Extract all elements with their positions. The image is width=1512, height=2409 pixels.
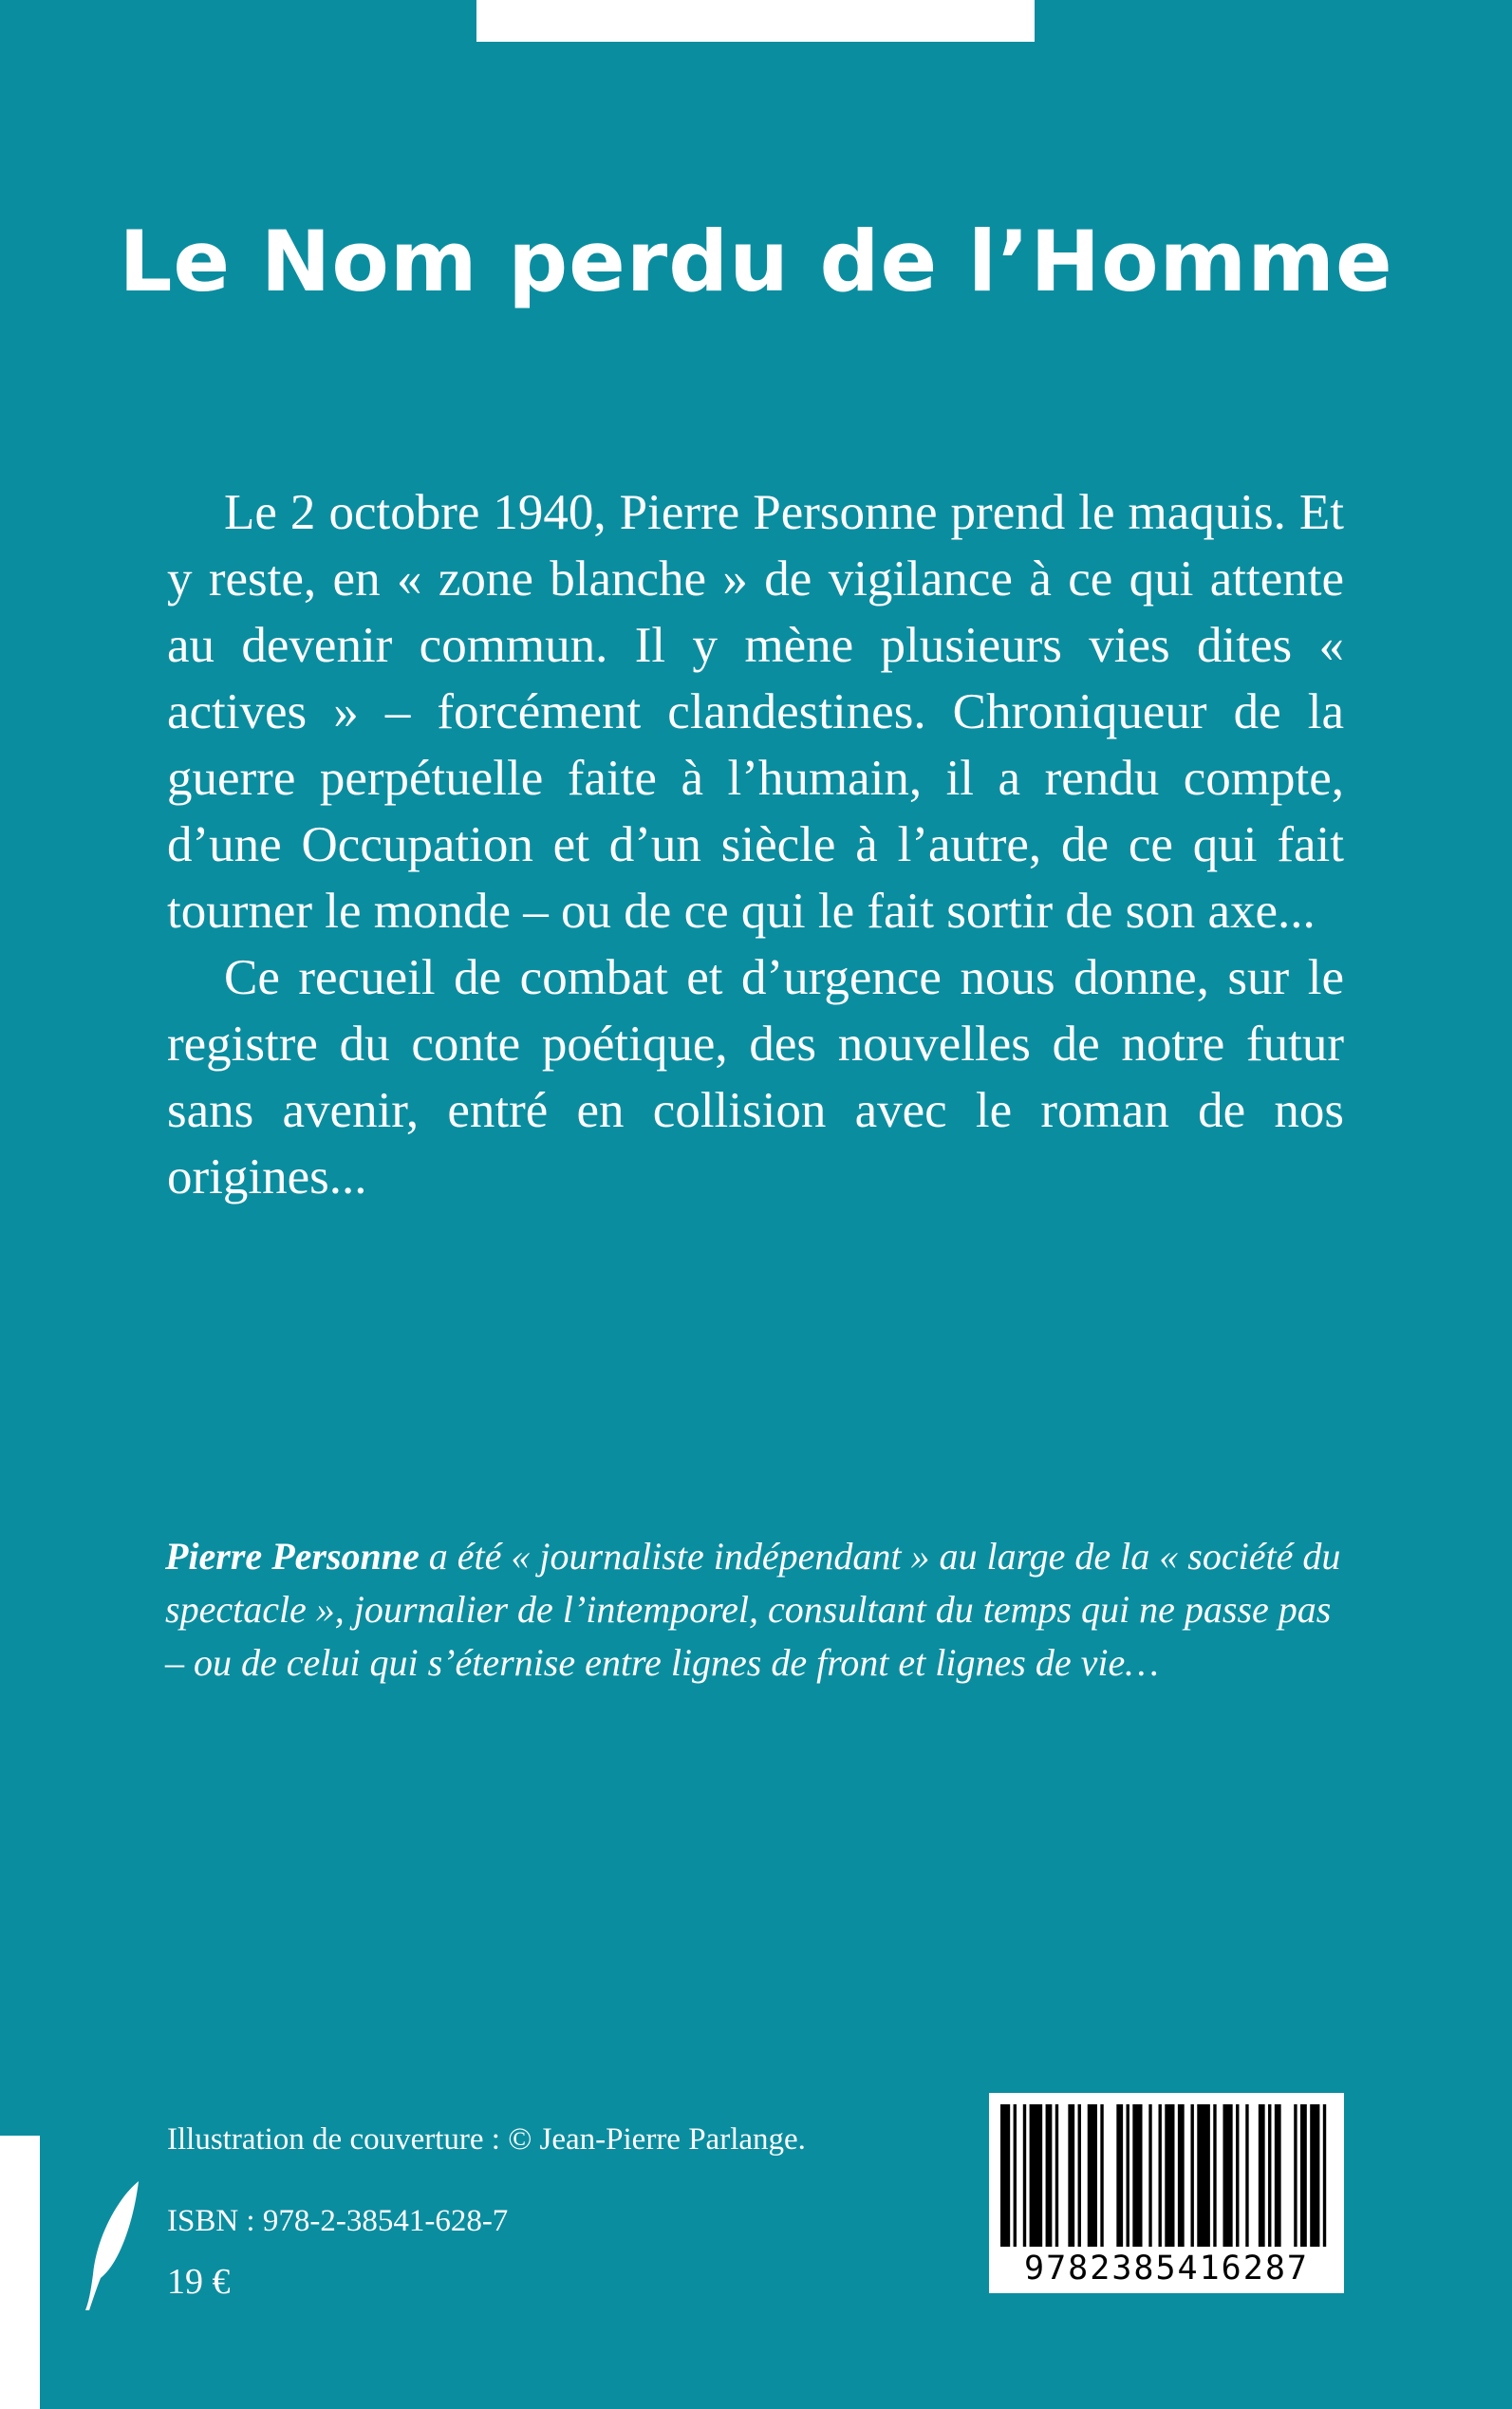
barcode-bar	[1030, 2104, 1043, 2247]
barcode-bar	[1165, 2104, 1174, 2247]
barcode-bar	[1159, 2104, 1162, 2247]
barcode-bar	[1245, 2104, 1248, 2247]
blurb-paragraph-1: Le 2 octobre 1940, Pierre Personne prend le maquis. Et y reste, en « zone blanche » de vigilance à ce qui attente au devenir commun. Il y mène plusieurs vies dites « actives » – forcément clandestines. Chroniqueur de la guerre perpétuelle faite à l’humain, il a rendu compte, d’une Occupation et d’un siècle à l’autre, de ce qui fait tourner le monde – ou de ce qui le fait sortir de son axe...	[167, 485, 1344, 939]
barcode-bar	[1190, 2104, 1193, 2247]
barcode-bar	[1068, 2104, 1074, 2247]
barcode-bar	[1213, 2104, 1216, 2247]
barcode-bar	[1323, 2104, 1326, 2247]
price: 19 €	[167, 2262, 231, 2302]
barcode-bar	[1132, 2104, 1142, 2247]
barcode-bar	[1223, 2104, 1232, 2247]
book-title: Le Nom perdu de l’Homme	[119, 213, 1393, 310]
barcode-bar	[1000, 2104, 1010, 2247]
barcode-bars	[1000, 2104, 1333, 2247]
barcode-bar	[1268, 2104, 1271, 2247]
barcode-bar	[1100, 2104, 1103, 2247]
barcode-bar	[1116, 2104, 1123, 2247]
barcode	[989, 2093, 1344, 2293]
illustration-credit: Illustration de couverture : © Jean-Pierre Parlange.	[167, 2122, 806, 2157]
top-white-tab	[476, 0, 1035, 42]
barcode-bar	[1014, 2104, 1017, 2247]
barcode-bar	[1259, 2104, 1265, 2247]
barcode-bar	[1197, 2104, 1210, 2247]
barcode-bar	[1236, 2104, 1239, 2247]
barcode-bar	[1275, 2104, 1281, 2247]
barcode-bar	[1023, 2104, 1026, 2247]
back-cover-blurb	[167, 479, 1344, 1210]
barcode-bar	[1055, 2104, 1058, 2247]
blurb-paragraph-2: Ce recueil de combat et d’urgence nous donne, sur le registre du conte poétique, des nouvelles de notre futur sans avenir, entré en collision avec le roman de nos origines...	[167, 950, 1344, 1204]
barcode-bar	[1294, 2104, 1297, 2247]
feather-icon	[80, 2179, 146, 2312]
barcode-bar	[1300, 2104, 1307, 2247]
author-bio-text: a été « journaliste indépendant » au large de la « société du spectacle », journalier de l’intemporel, consultant du temps qui ne passe pas – ou de celui qui s’éternise entre lignes de front et lignes de vie…	[165, 1535, 1341, 1684]
barcode-bar	[1148, 2104, 1151, 2247]
barcode-bar	[1078, 2104, 1081, 2247]
left-white-edge	[0, 2136, 40, 2409]
barcode-number: 9782385416287	[1024, 2250, 1309, 2288]
barcode-bar	[1046, 2104, 1053, 2247]
barcode-bar	[1127, 2104, 1129, 2247]
author-bio	[165, 1530, 1352, 1690]
barcode-bar	[1310, 2104, 1319, 2247]
author-name: Pierre Personne	[165, 1535, 420, 1578]
isbn: ISBN : 978-2-38541-628-7	[167, 2204, 509, 2238]
barcode-bar	[1178, 2104, 1185, 2247]
barcode-bar	[1088, 2104, 1097, 2247]
